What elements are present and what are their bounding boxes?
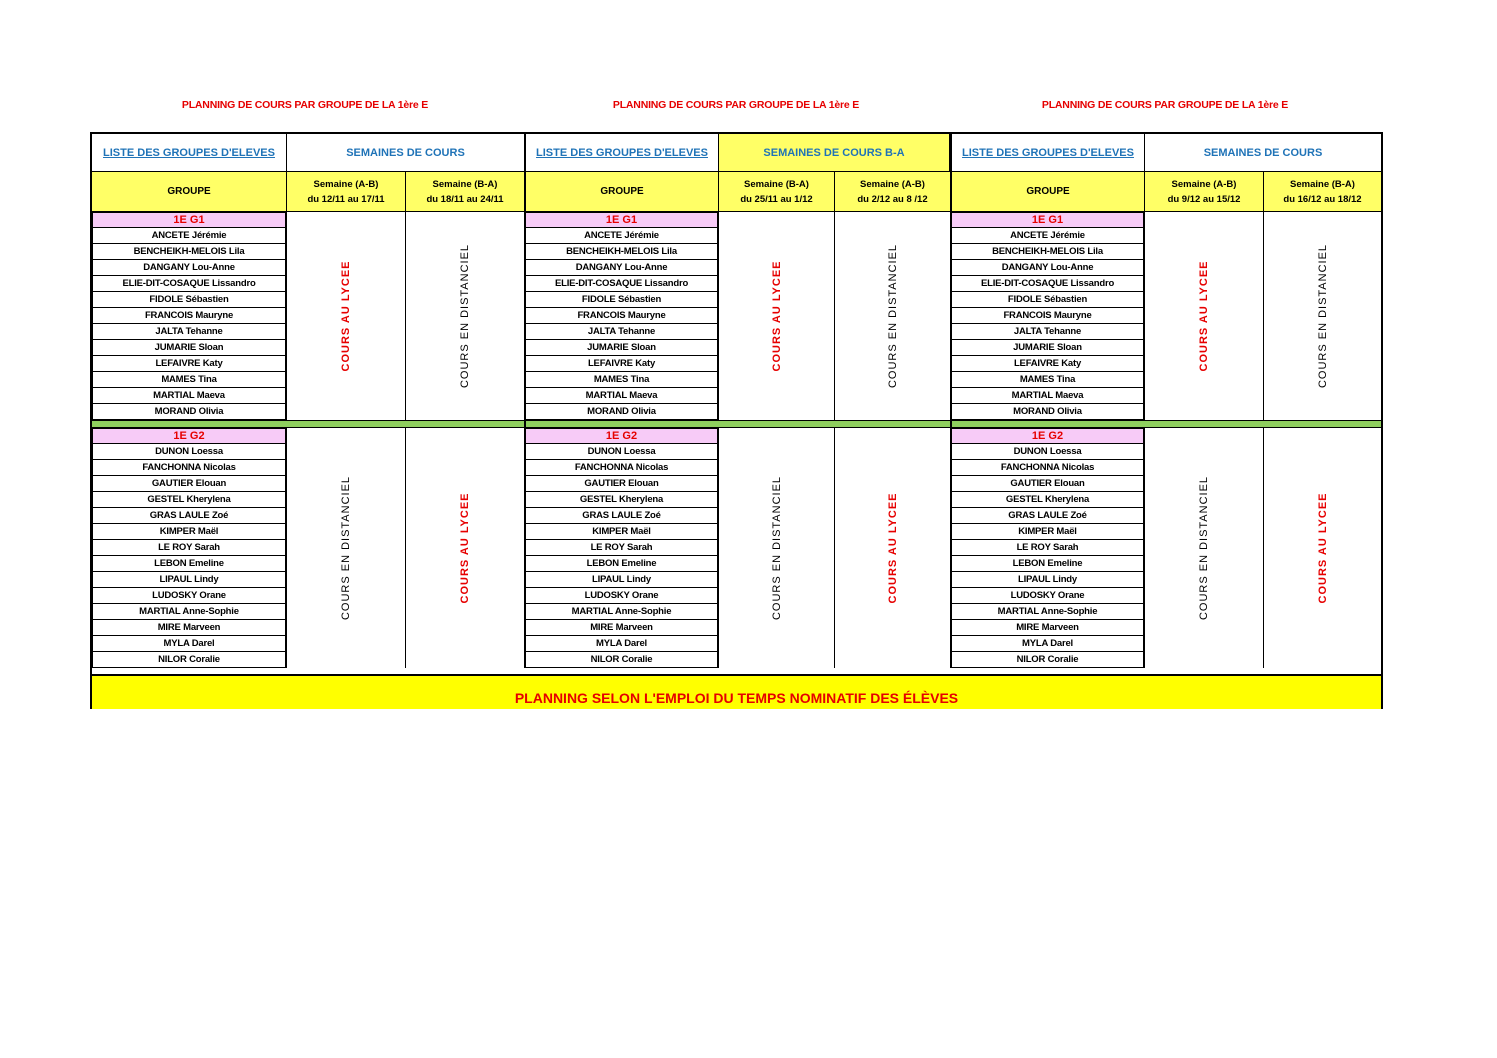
student-name: JUMARIE Sloan xyxy=(1013,342,1082,353)
status-text: COURS AU LYCEE xyxy=(886,492,899,604)
student-row xyxy=(524,604,718,620)
student-row xyxy=(524,524,718,540)
student-name: JALTA Tehanne xyxy=(587,326,656,337)
student-row xyxy=(92,372,286,388)
student-row xyxy=(92,308,286,324)
weeks-header-text: SEMAINES DE COURS xyxy=(1203,146,1323,159)
student-row xyxy=(950,324,1144,340)
student-name: ANCETE Jérémie xyxy=(584,230,659,241)
week-dates: du 12/11 au 17/11 xyxy=(307,193,385,205)
status-cell xyxy=(1144,212,1263,420)
weeks-header-text: SEMAINES DE COURS xyxy=(346,146,465,159)
student-name: DANGANY Lou-Anne xyxy=(143,262,235,273)
student-name: GESTEL Kherylena xyxy=(1005,494,1090,505)
student-name: GRAS LAULE Zoé xyxy=(149,510,229,521)
student-row xyxy=(92,244,286,260)
student-name: MARTIAL Anne-Sophie xyxy=(139,606,239,617)
week2-header xyxy=(405,172,524,212)
student-row xyxy=(92,340,286,356)
group-name-text: 1E G2 xyxy=(605,430,638,442)
student-name: ANCETE Jérémie xyxy=(151,230,227,241)
student-name: MARTIAL Maeva xyxy=(585,390,658,401)
student-name: MIRE Marveen xyxy=(1016,622,1079,633)
student-row xyxy=(92,404,286,420)
status-cell xyxy=(286,212,405,420)
student-row xyxy=(524,308,718,324)
student-name: MORAND Olivia xyxy=(154,406,224,417)
status-text: COURS AU LYCEE xyxy=(770,260,783,372)
student-name: LUDOSKY Orane xyxy=(152,590,226,601)
student-name: BENCHEIKH-MELOIS Lila xyxy=(992,246,1103,257)
student-row xyxy=(950,228,1144,244)
student-row xyxy=(524,572,718,588)
student-name: LE ROY Sarah xyxy=(590,542,653,553)
student-row xyxy=(950,444,1144,460)
student-name: BENCHEIKH-MELOIS Lila xyxy=(566,246,677,257)
student-row xyxy=(950,508,1144,524)
week-label: Semaine (A-B) xyxy=(860,178,925,190)
student-name: GRAS LAULE Zoé xyxy=(1008,510,1087,521)
status-text: COURS EN DISTANCIEL xyxy=(340,475,352,621)
student-row xyxy=(950,620,1144,636)
week1-header xyxy=(718,172,834,212)
student-row xyxy=(92,228,286,244)
status-cell xyxy=(1263,212,1381,420)
student-row xyxy=(92,620,286,636)
footer-banner: PLANNING SELON L'EMPLOI DU TEMPS NOMINATIF DES ÉLÈVES xyxy=(92,674,1381,709)
status-cell xyxy=(405,212,524,420)
student-row xyxy=(92,444,286,460)
student-row xyxy=(950,308,1144,324)
student-row xyxy=(524,620,718,636)
student-row xyxy=(524,492,718,508)
student-name: JUMARIE Sloan xyxy=(154,342,224,353)
student-row xyxy=(524,276,718,292)
student-name: FRANCOIS Mauryne xyxy=(144,310,234,321)
student-row xyxy=(92,460,286,476)
student-row xyxy=(524,588,718,604)
student-name: MARTIAL Maeva xyxy=(153,390,225,401)
week-label: Semaine (B-A) xyxy=(744,178,809,190)
student-name: LEFAIVRE Katy xyxy=(1013,358,1082,369)
student-row xyxy=(92,476,286,492)
group-name-text: 1E G1 xyxy=(173,214,205,226)
student-name: GRAS LAULE Zoé xyxy=(582,510,661,521)
student-row xyxy=(92,260,286,276)
student-name: ELIE-DIT-COSAQUE Lissandro xyxy=(980,278,1115,289)
student-row xyxy=(524,540,718,556)
student-row xyxy=(92,292,286,308)
student-row xyxy=(92,604,286,620)
group-name xyxy=(92,428,286,444)
student-row xyxy=(524,388,718,404)
student-name: ELIE-DIT-COSAQUE Lissandro xyxy=(122,278,256,289)
student-name: BENCHEIKH-MELOIS Lila xyxy=(133,246,245,257)
student-row xyxy=(950,260,1144,276)
group-column-header xyxy=(950,172,1144,212)
status-cell xyxy=(718,212,834,420)
student-name: ANCETE Jérémie xyxy=(1010,230,1085,241)
planning-table xyxy=(90,132,1383,709)
student-row xyxy=(92,588,286,604)
student-row xyxy=(92,276,286,292)
student-row xyxy=(524,556,718,572)
week-label: Semaine (B-A) xyxy=(1290,178,1355,190)
week-dates: du 16/12 au 18/12 xyxy=(1283,193,1362,205)
status-text: COURS AU LYCEE xyxy=(340,260,352,372)
student-name: MARTIAL Anne-Sophie xyxy=(997,606,1098,617)
student-name: MORAND Olivia xyxy=(587,406,656,417)
student-name: KIMPER Maël xyxy=(159,526,219,537)
page-title: PLANNING DE COURS PAR GROUPE DE LA 1ère E xyxy=(181,99,429,111)
student-row xyxy=(950,460,1144,476)
student-name: GESTEL Kherylena xyxy=(147,494,231,505)
student-row xyxy=(950,556,1144,572)
student-name: LEFAIVRE Katy xyxy=(587,358,656,369)
group-separator xyxy=(950,420,1381,428)
student-name: NILOR Coralie xyxy=(1016,654,1079,665)
week-label: Semaine (B-A) xyxy=(432,178,498,190)
student-name: FANCHONNA Nicolas xyxy=(574,462,669,473)
group-name-text: 1E G2 xyxy=(1031,430,1064,442)
student-row xyxy=(92,492,286,508)
student-name: DUNON Loessa xyxy=(1013,446,1082,457)
group-column-header xyxy=(92,172,286,212)
student-row xyxy=(524,404,718,420)
student-row xyxy=(92,540,286,556)
student-row xyxy=(92,356,286,372)
student-row xyxy=(524,340,718,356)
weeks-header xyxy=(1144,134,1381,172)
student-name: GAUTIER Elouan xyxy=(584,478,659,489)
student-name: MYLA Darel xyxy=(596,638,647,649)
student-name: FANCHONNA Nicolas xyxy=(142,462,236,473)
student-name: MIRE Marveen xyxy=(590,622,653,633)
status-text: COURS AU LYCEE xyxy=(1198,260,1210,372)
student-name: MAMES Tina xyxy=(161,374,217,385)
student-row xyxy=(92,388,286,404)
student-row xyxy=(950,540,1144,556)
student-row xyxy=(524,652,718,668)
status-cell xyxy=(405,428,524,668)
list-groups-header xyxy=(92,134,286,172)
student-row xyxy=(524,292,718,308)
status-text: COURS EN DISTANCIEL xyxy=(886,243,899,389)
group-separator xyxy=(92,420,524,428)
status-text: COURS AU LYCEE xyxy=(1316,492,1329,604)
group-name-text: 1E G1 xyxy=(1031,214,1064,226)
list-groups-header-text: LISTE DES GROUPES D'ELEVES xyxy=(536,146,708,159)
student-row xyxy=(524,476,718,492)
student-name: JALTA Tehanne xyxy=(155,326,223,337)
student-name: MARTIAL Maeva xyxy=(1011,390,1084,401)
student-row xyxy=(950,524,1144,540)
group-name xyxy=(92,212,286,228)
student-name: LEBON Emeline xyxy=(586,558,657,569)
status-cell xyxy=(718,428,834,668)
student-row xyxy=(950,492,1144,508)
week1-header xyxy=(1144,172,1263,212)
student-row xyxy=(950,372,1144,388)
student-name: MYLA Darel xyxy=(1022,638,1073,649)
group-name-text: 1E G2 xyxy=(173,430,205,442)
week2-header xyxy=(834,172,950,212)
status-text: COURS EN DISTANCIEL xyxy=(1198,475,1210,621)
student-row xyxy=(92,572,286,588)
student-name: JALTA Tehanne xyxy=(1013,326,1082,337)
week-dates: du 2/12 au 8 /12 xyxy=(857,193,928,205)
student-name: FRANCOIS Mauryne xyxy=(577,310,666,321)
status-cell xyxy=(1263,428,1381,668)
student-name: LE ROY Sarah xyxy=(158,542,220,553)
week2-header xyxy=(1263,172,1381,212)
student-name: DANGANY Lou-Anne xyxy=(575,262,668,273)
page-title: PLANNING DE COURS PAR GROUPE DE LA 1ère E xyxy=(1041,99,1289,111)
student-name: FIDOLE Sébastien xyxy=(1007,294,1088,305)
week-dates: du 25/11 au 1/12 xyxy=(740,193,813,205)
student-name: LIPAUL Lindy xyxy=(1018,574,1077,585)
group-column-header-text: GROUPE xyxy=(1026,186,1070,197)
week1-header xyxy=(286,172,405,212)
list-groups-header xyxy=(950,134,1144,172)
student-row xyxy=(950,388,1144,404)
status-text: COURS EN DISTANCIEL xyxy=(459,243,471,389)
student-name: NILOR Coralie xyxy=(590,654,653,665)
group-column-header-text: GROUPE xyxy=(600,186,644,197)
group-name xyxy=(950,212,1144,228)
student-row xyxy=(524,356,718,372)
list-groups-header-text: LISTE DES GROUPES D'ELEVES xyxy=(962,146,1134,159)
week-label: Semaine (A-B) xyxy=(1171,178,1237,190)
student-row xyxy=(950,404,1144,420)
page-title: PLANNING DE COURS PAR GROUPE DE LA 1ère E xyxy=(612,99,860,111)
student-name: LIPAUL Lindy xyxy=(159,574,219,585)
student-row xyxy=(524,260,718,276)
group-separator xyxy=(524,420,950,428)
student-name: DUNON Loessa xyxy=(587,446,656,457)
student-name: MYLA Darel xyxy=(163,638,215,649)
student-name: LE ROY Sarah xyxy=(1016,542,1079,553)
student-row xyxy=(950,244,1144,260)
group-name xyxy=(524,428,718,444)
student-name: MARTIAL Anne-Sophie xyxy=(571,606,672,617)
student-name: ELIE-DIT-COSAQUE Lissandro xyxy=(554,278,689,289)
status-cell xyxy=(286,428,405,668)
student-name: NILOR Coralie xyxy=(158,654,220,665)
student-row xyxy=(524,324,718,340)
student-name: GESTEL Kherylena xyxy=(579,494,664,505)
student-row xyxy=(92,324,286,340)
student-row xyxy=(524,460,718,476)
student-row xyxy=(92,508,286,524)
student-name: LUDOSKY Orane xyxy=(1010,590,1085,601)
week-label: Semaine (A-B) xyxy=(313,178,379,190)
list-groups-header-text: LISTE DES GROUPES D'ELEVES xyxy=(103,146,275,159)
student-name: DANGANY Lou-Anne xyxy=(1001,262,1094,273)
student-name: GAUTIER Elouan xyxy=(151,478,227,489)
list-groups-header xyxy=(524,134,718,172)
status-cell xyxy=(1144,428,1263,668)
group-name xyxy=(950,428,1144,444)
student-name: MAMES Tina xyxy=(593,374,650,385)
weeks-header xyxy=(718,134,950,172)
student-name: MAMES Tina xyxy=(1019,374,1076,385)
student-row xyxy=(92,652,286,668)
student-name: FANCHONNA Nicolas xyxy=(1000,462,1095,473)
student-row xyxy=(950,476,1144,492)
student-row xyxy=(524,372,718,388)
student-row xyxy=(524,244,718,260)
student-name: MORAND Olivia xyxy=(1013,406,1082,417)
student-row xyxy=(524,636,718,652)
week-dates: du 18/11 au 24/11 xyxy=(426,193,504,205)
student-name: MIRE Marveen xyxy=(157,622,221,633)
status-cell xyxy=(834,428,950,668)
group-column-header xyxy=(524,172,718,212)
student-row xyxy=(950,636,1144,652)
student-row xyxy=(950,340,1144,356)
student-row xyxy=(950,604,1144,620)
status-text: COURS EN DISTANCIEL xyxy=(1316,243,1329,389)
student-row xyxy=(524,508,718,524)
student-name: LIPAUL Lindy xyxy=(592,574,651,585)
student-name: FIDOLE Sébastien xyxy=(581,294,662,305)
student-row xyxy=(92,556,286,572)
student-name: DUNON Loessa xyxy=(155,446,223,457)
student-row xyxy=(950,572,1144,588)
group-name-text: 1E G1 xyxy=(605,214,638,226)
group-column-header-text: GROUPE xyxy=(167,186,211,197)
student-name: FRANCOIS Mauryne xyxy=(1003,310,1092,321)
student-name: LUDOSKY Orane xyxy=(584,590,659,601)
status-text: COURS AU LYCEE xyxy=(459,492,471,604)
student-name: LEFAIVRE Katy xyxy=(155,358,223,369)
student-row xyxy=(524,444,718,460)
status-cell xyxy=(834,212,950,420)
student-name: FIDOLE Sébastien xyxy=(149,294,229,305)
student-row xyxy=(950,292,1144,308)
student-name: KIMPER Maël xyxy=(592,526,651,537)
student-row xyxy=(950,276,1144,292)
status-text: COURS EN DISTANCIEL xyxy=(770,475,783,621)
week-dates: du 9/12 au 15/12 xyxy=(1167,193,1241,205)
group-name xyxy=(524,212,718,228)
student-row xyxy=(524,228,718,244)
student-row xyxy=(92,636,286,652)
student-row xyxy=(950,588,1144,604)
student-row xyxy=(950,652,1144,668)
weeks-header xyxy=(286,134,524,172)
weeks-header-text: SEMAINES DE COURS B-A xyxy=(763,146,905,159)
student-row xyxy=(92,524,286,540)
student-name: JUMARIE Sloan xyxy=(587,342,656,353)
student-name: LEBON Emeline xyxy=(154,558,224,569)
student-name: GAUTIER Elouan xyxy=(1010,478,1085,489)
student-row xyxy=(950,356,1144,372)
student-name: KIMPER Maël xyxy=(1018,526,1077,537)
student-name: LEBON Emeline xyxy=(1012,558,1083,569)
